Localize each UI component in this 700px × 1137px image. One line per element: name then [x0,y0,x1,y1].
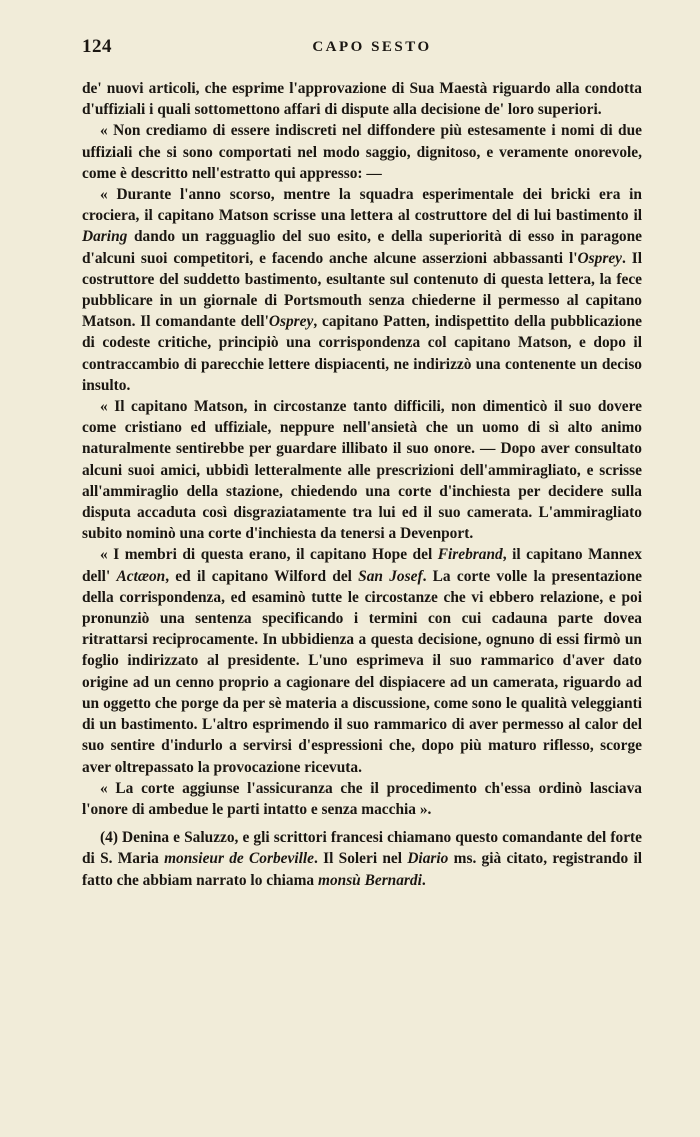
paragraph-matson: « Il capitano Matson, in circostanze tanto difficili, non dimenticò il suo dovere come cristiano ed uffiziale, neppure nell'ansietà che un uomo di sì alto animo naturalmente sentirebbe per guardare illibato il suo onore. — Dopo aver consultato alcuni suoi amici, ubbidì letteralmente alle prescrizioni dell'ammiragliato, e scrisse all'ammiraglio della stazione, chiedendo una corte d'inchiesta per decidere sulla disputa accaduta così disgraziatamente tra lui ed il suo camerata. L'ammiragliato subito nominò una corte d'inchiesta da tenersi a Devenport. [82,398,642,543]
ship-name-osprey: Osprey [577,249,622,267]
paragraph-court-members: « I membri di questa erano, il capitano Hope del Firebrand, il capitano Mannex dell' Actæon, ed il capitano Wilford del San Josef. La corte volle la presentazione della corrispondenza, ed esaminò tutte le circostanze che vi ebbero relazione, e poi pronunziò una sentenza specificando i termini con cui cadauna parte dovea ritrattarsi reciprocamente. In ubbidienza a questa decisione, ognuno di essi firmò un foglio indirizzato al presidente. L'uno esprimeva il suo rammarico d'aver dato origine ad un cenno proprio a cagionare del dispiacere ad un camerata, riguardo ad un oggetto che porge da per sè materia a discussione, come sono le qualità veleggianti di un bastimento. L'altro esprimendo il suo rammarico di aver permesso al calor del suo sentire d'indurlo a servirsi d'espressioni che, dopo più maturo riflesso, scorge aver oltrepassato la provocazione ricevuta. [82,546,642,776]
paragraph-conclusion: « La corte aggiunse l'assicuranza che il procedimento ch'essa ordinò lasciava l'onore di ambedue le parti intatto e senza macchia ». [82,779,642,818]
ship-name-daring: Daring [82,228,128,246]
page-header [82,36,642,64]
body-text [82,78,642,891]
ship-name-san-josef: San Josef [358,567,423,585]
paragraph-daring-osprey: « Durante l'anno scorso, mentre la squadra esperimentale dei bricki era in crociera, il capitano Matson scrisse una lettera al costruttore del di lui bastimento il Daring dando un ragguaglio del suo esito, e della superiorità di esso in paragone d'alcuni suoi competitori, e facendo anche alcune asserzioni abbassanti l'Osprey. Il costruttore del suddetto bastimento, esultante sul contenuto di questa lettera, la fece pubblicare in un giornale di Portsmouth senza chiederne il permesso al capitano Matson. Il comandante dell'Osprey, capitano Patten, indispettito della pubblicazione di codeste critiche, principiò una corrispondenza col capitano Matson, e dopo il contraccambio di parecchie lettere dispiacenti, ne indirizzò una contenente un deciso insulto. [82,186,643,394]
footnote: (4) Denina e Saluzzo, e gli scrittori francesi chiamano questo comandante del forte di S. Maria monsieur de Corbeville. Il Soleri nel Diario ms. già citato, registrando il fatto che abbiam narrato lo chiama monsù Bernardi. [82,829,642,889]
ship-name-firebrand: Firebrand [437,546,503,564]
ship-name-actaeon: Actæon [116,567,166,585]
page-number: 124 [82,36,112,57]
running-head: CAPO SESTO [312,39,432,55]
paragraph-continuation: de' nuovi articoli, che esprime l'approvazione di Sua Maestà riguardo alla condotta d'uffiziali i quali sottomettono affari di dispute alla decisione de' loro superiori. [82,80,642,119]
paragraph-intro: « Non crediamo di essere indiscreti nel diffondere più estesamente i nomi di due uffiziali che si sono comportati nel modo saggio, dignitoso, e veramente onorevole, come è descritto nell'estratto qui appresso: — [82,122,642,182]
ship-name-osprey: Osprey [268,313,314,331]
